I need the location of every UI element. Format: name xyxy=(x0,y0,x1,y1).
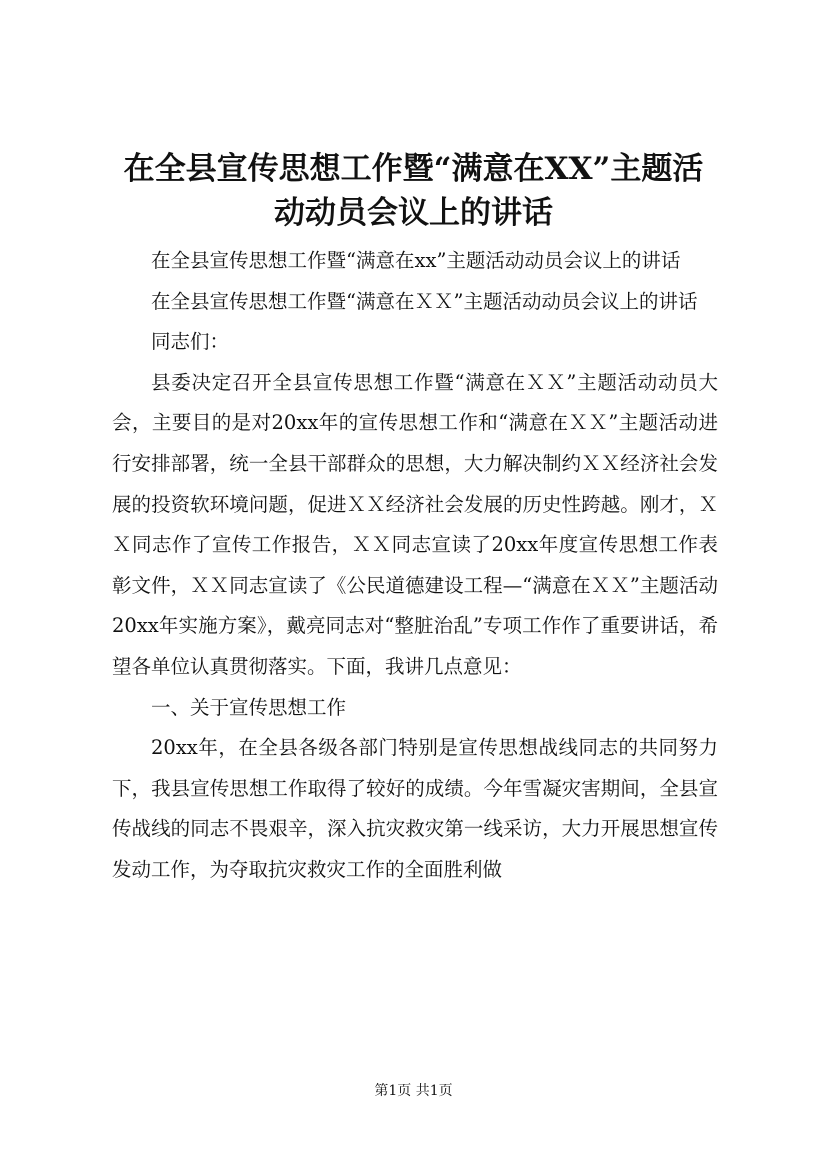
section-heading: 一、关于宣传思想工作 xyxy=(151,695,347,719)
paragraph-intro: 县委决定召开全县宣传思想工作暨“满意在ＸＸ”主题活动动员大会，主要目的是对20xx年的宣传思想工作和“满意在ＸＸ”主题活动进行安排部署，统一全县干部群众的思想，大力解决制约ＸＸ经济社会发展的投资软环境问题，促进ＸＸ经济社会发展的历史性跨越。刚才，ＸＸ同志作了宣传工作报告，ＸＸ同志宣读了20xx年度宣传思想工作表彰文件，ＸＸ同志宣读了《公民道德建设工程—“满意在ＸＸ”主题活动20xx年实施方案》，戴亮同志对“整脏治乱”专项工作作了重要讲话，希望各单位认真贯彻落实。下面，我讲几点意见： xyxy=(112,370,718,678)
paragraph-subtitle-1: 在全县宣传思想工作暨“满意在xx”主题活动动员会议上的讲话 xyxy=(151,249,681,272)
document-title-line-2: 动动员会议上的讲话 xyxy=(274,195,553,231)
paragraph-salutation: 同志们： xyxy=(151,330,230,354)
document-title-line-1: 在全县宣传思想工作暨“满意在XX”主题活 xyxy=(123,151,704,187)
page-footer: 第1页 共1页 xyxy=(374,1083,453,1099)
document-body xyxy=(112,241,718,891)
paragraph-subtitle-2: 在全县宣传思想工作暨“满意在ＸＸ”主题活动动员会议上的讲话 xyxy=(151,289,698,313)
paragraph-section-1: 20xx年，在全县各级各部门特别是宣传思想战线同志的共同努力下，我县宣传思想工作取得了较好的成绩。今年雪凝灾害期间，全县宣传战线的同志不畏艰辛，深入抗灾救灾第一线采访，大力开展思想宣传发动工作，为夺取抗灾救灾工作的全面胜利做 xyxy=(112,736,718,881)
